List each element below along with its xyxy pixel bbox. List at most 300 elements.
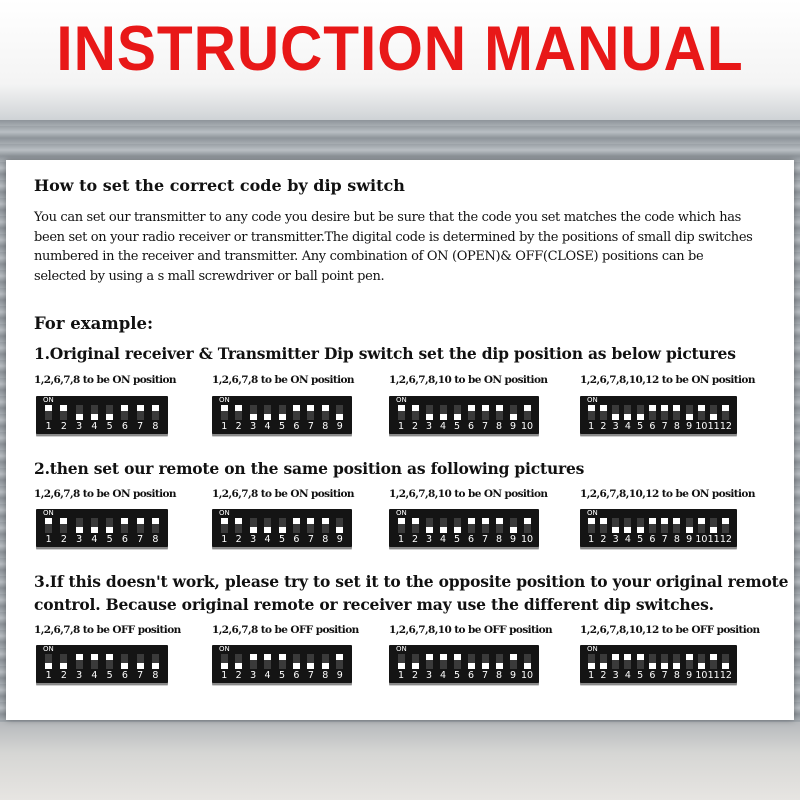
switch-slot [468,405,475,420]
switch-number: 1 [45,534,52,545]
switch-number: 6 [293,421,300,432]
switch-knob-down [510,414,517,420]
switch-slot [322,518,329,533]
dip-switch-10 [389,645,539,683]
switch-number: 1 [221,421,228,432]
switch-number: 9 [336,421,343,432]
switch-slot [510,405,517,420]
switch-knob-down [426,414,433,420]
switch-knob-down [673,663,680,669]
switch-knob-down [322,663,329,669]
on-label: ON [43,396,54,404]
switch-slot [121,518,128,533]
switch-knob-up [121,518,128,524]
switch-slot [279,518,286,533]
switch-caption: 1,2,6,7,8,10 to be ON position [389,374,548,386]
switch-slot [152,518,159,533]
switch-number: 6 [121,421,128,432]
switch-knob-up [412,518,419,524]
switch-slot [235,405,242,420]
switch-number: 7 [661,670,668,681]
switch-number: 6 [467,670,475,681]
switch-slot [661,518,668,533]
switch-slot [76,405,83,420]
switch-slot [588,654,595,669]
switch-number: 1 [588,670,595,681]
switch-slot [524,518,531,533]
switch-knob-down [398,663,405,669]
dip-switch-9 [212,645,352,683]
switch-slot [307,518,314,533]
switch-slot [426,405,433,420]
switch-slot [60,654,67,669]
switch-slot [482,405,489,420]
switch-slot [673,518,680,533]
switch-slot [722,405,729,420]
switch-knob-down [698,663,705,669]
switch-number: 11 [707,534,720,545]
switch-knob-down [264,527,271,533]
switch-slot [468,518,475,533]
switch-slot [612,654,619,669]
switch-slot [624,654,631,669]
paragraph-line: You can set our transmitter to any code you desire but be sure that the code you set matches the code which has [34,210,741,225]
switch-slot [661,654,668,669]
switch-number: 5 [106,534,113,545]
switch-knob-up [398,405,405,411]
switch-slot [482,518,489,533]
switch-number: 9 [686,670,693,681]
switch-slot [661,405,668,420]
switch-slot [600,518,607,533]
switch-slot [510,518,517,533]
switch-knob-down [235,663,242,669]
switch-slot [722,518,729,533]
switch-slot [235,518,242,533]
switch-knob-up [454,654,461,660]
switch-slot [624,518,631,533]
switch-knob-down [496,663,503,669]
switch-slot [137,518,144,533]
switch-number: 9 [509,534,517,545]
switch-knob-up [510,654,517,660]
on-label: ON [396,645,407,653]
switch-slot [137,654,144,669]
switch-slot [336,518,343,533]
switch-slot [673,405,680,420]
switch-knob-up [482,518,489,524]
switch-slot [293,518,300,533]
on-label: ON [43,645,54,653]
switch-knob-up [235,518,242,524]
switch-knob-down [307,663,314,669]
switch-number: 8 [495,534,503,545]
switch-number: 10 [520,534,534,545]
switch-caption: 1,2,6,7,8,10 to be OFF position [389,624,553,636]
switch-slot [106,405,113,420]
on-label: ON [43,509,54,517]
switch-slot [76,518,83,533]
switch-knob-down [510,527,517,533]
switch-caption: 1,2,6,7,8,10,12 to be OFF position [580,624,760,636]
section-title-line: control. Because original remote or receiver may use the different dip switches. [34,595,714,614]
switch-number: 4 [624,670,631,681]
switch-slot [293,405,300,420]
switch-knob-down [624,527,631,533]
switch-number: 2 [411,534,419,545]
switch-knob-up [152,518,159,524]
on-label: ON [396,509,407,517]
switch-number: 1 [397,670,405,681]
paragraph-line: been set on your radio receiver or transmitter.The digital code is determined by the positions of small dip switches [34,229,753,245]
switch-number: 5 [637,670,644,681]
switch-caption: 1,2,6,7,8 to be ON position [212,374,354,386]
switch-slot [76,654,83,669]
switch-slot [221,654,228,669]
switch-slot [121,405,128,420]
switch-caption: 1,2,6,7,8,10,12 to be ON position [580,374,755,386]
switch-number: 2 [411,421,419,432]
switch-number: 2 [600,670,607,681]
switch-knob-down [649,663,656,669]
switch-knob-up [322,518,329,524]
switch-knob-up [698,405,705,411]
switch-number: 12 [719,421,732,432]
switch-knob-up [221,518,228,524]
switch-number: 6 [293,670,300,681]
switch-slot [649,405,656,420]
switch-knob-up [250,654,257,660]
sheet-heading: How to set the correct code by dip switch [34,176,405,195]
switch-number: 5 [278,670,286,681]
switch-slot [264,654,271,669]
switch-number: 4 [264,670,271,681]
switch-number: 2 [235,534,242,545]
switch-number: 8 [673,421,680,432]
switch-knob-up [45,405,52,411]
switch-knob-up [588,518,595,524]
switch-knob-down [612,414,619,420]
switch-number: 7 [137,670,144,681]
switch-slot [322,654,329,669]
switch-slot [45,405,52,420]
switch-knob-up [293,518,300,524]
switch-knob-up [322,405,329,411]
switch-slot [412,654,419,669]
switch-knob-up [91,654,98,660]
switch-knob-down [710,414,717,420]
switch-knob-up [637,654,644,660]
switch-slot [454,654,461,669]
switch-number: 1 [588,534,595,545]
switch-knob-down [440,414,447,420]
switch-knob-up [496,518,503,524]
switch-number: 8 [673,670,680,681]
switch-slot [279,654,286,669]
switch-slot [137,405,144,420]
switch-knob-up [307,518,314,524]
switch-number: 9 [336,534,343,545]
switch-number: 3 [612,670,619,681]
switch-slot [398,518,405,533]
switch-knob-down [121,663,128,669]
switch-slot [686,654,693,669]
switch-slot [454,518,461,533]
switch-knob-up [76,654,83,660]
switch-number: 10 [695,670,708,681]
switch-slot [600,654,607,669]
switch-number: 5 [453,421,461,432]
switch-knob-up [710,654,717,660]
switch-knob-down [686,414,693,420]
switch-knob-up [307,405,314,411]
switch-number: 6 [649,534,656,545]
section-3-title [34,570,788,616]
switch-knob-down [412,663,419,669]
section-title-line: 2.then set our remote on the same position as following pictures [34,459,585,478]
switch-slot [91,518,98,533]
switch-number: 4 [439,421,447,432]
switch-number: 10 [520,670,534,681]
switch-slot [710,654,717,669]
switch-number: 2 [600,421,607,432]
dip-switch-8 [36,645,168,683]
switch-knob-up [698,518,705,524]
switch-number: 5 [453,534,461,545]
switch-knob-up [137,518,144,524]
switch-slot [264,518,271,533]
switch-number: 2 [411,670,419,681]
switch-number: 5 [637,421,644,432]
switch-knob-down [45,663,52,669]
dip-switch-8 [36,509,168,547]
switch-slot [482,654,489,669]
switch-knob-down [482,663,489,669]
switch-knob-down [264,414,271,420]
switch-slot [152,654,159,669]
switch-slot [440,654,447,669]
switch-knob-up [398,518,405,524]
switch-number: 5 [278,421,286,432]
switch-slot [336,405,343,420]
switch-number: 3 [76,421,83,432]
switch-slot [624,405,631,420]
switch-slot [612,405,619,420]
switch-slot [454,405,461,420]
switch-slot [496,518,503,533]
switch-number: 3 [250,534,257,545]
switch-slot [710,518,717,533]
switch-knob-up [152,405,159,411]
switch-knob-up [588,405,595,411]
switch-slot [686,405,693,420]
switch-knob-up [121,405,128,411]
switch-number: 7 [661,421,668,432]
switch-slot [91,654,98,669]
switch-slot [221,518,228,533]
switch-knob-up [45,518,52,524]
switch-slot [686,518,693,533]
switch-knob-up [221,405,228,411]
switch-slot [698,518,705,533]
switch-number: 12 [719,670,732,681]
switch-slot [637,518,644,533]
switch-number: 4 [439,534,447,545]
switch-slot [649,518,656,533]
switch-knob-up [624,654,631,660]
switch-knob-up [524,518,531,524]
switch-slot [293,654,300,669]
switch-knob-down [250,414,257,420]
switch-knob-up [137,405,144,411]
switch-caption: 1,2,6,7,8 to be ON position [34,374,176,386]
switch-knob-up [468,405,475,411]
switch-number: 3 [76,534,83,545]
switch-slot [336,654,343,669]
switch-knob-up [600,518,607,524]
switch-number: 8 [673,534,680,545]
background-bottom [0,722,800,800]
switch-number: 7 [307,421,314,432]
switch-number: 8 [322,670,329,681]
switch-knob-up [496,405,503,411]
switch-number: 7 [137,534,144,545]
switch-knob-up [686,654,693,660]
switch-number: 1 [397,534,405,545]
switch-knob-up [264,654,271,660]
switch-slot [250,654,257,669]
switch-slot [600,405,607,420]
switch-number: 8 [152,421,159,432]
switch-slot [106,518,113,533]
switch-knob-down [60,663,67,669]
switch-knob-down [454,414,461,420]
switch-caption: 1,2,6,7,8 to be OFF position [212,624,359,636]
switch-knob-up [426,654,433,660]
switch-knob-up [673,518,680,524]
switch-slot [612,518,619,533]
paragraph-line: numbered in the receiver and transmitter. Any combination of ON (OPEN)& OFF(CLOSE) positions can be [34,249,704,264]
switch-slot [412,518,419,533]
dip-switch-12 [580,396,737,434]
switch-knob-up [649,405,656,411]
switch-knob-down [106,527,113,533]
switch-knob-down [454,527,461,533]
switch-knob-up [60,405,67,411]
switch-slot [426,654,433,669]
switch-number: 4 [91,534,98,545]
switch-number: 8 [322,534,329,545]
switch-knob-down [440,527,447,533]
switch-number: 2 [235,670,242,681]
switch-slot [60,518,67,533]
switch-number: 3 [76,670,83,681]
switch-number: 1 [588,421,595,432]
switch-knob-up [722,518,729,524]
switch-number: 5 [106,670,113,681]
switch-slot [322,405,329,420]
switch-number: 7 [481,534,489,545]
switch-number: 3 [425,670,433,681]
switch-number: 4 [91,670,98,681]
switch-number: 9 [686,534,693,545]
switch-knob-down [137,663,144,669]
section-1-title [34,342,736,365]
switch-number: 10 [695,421,708,432]
switch-slot [152,405,159,420]
switch-number: 3 [250,670,257,681]
paragraph-line: selected by using a s mall screwdriver or ball point pen. [34,268,385,284]
section-title-line: 3.If this doesn't work, please try to set it to the opposite position to your original remote [34,572,789,591]
switch-number: 1 [397,421,405,432]
switch-caption: 1,2,6,7,8 to be ON position [212,488,354,500]
switch-slot [524,654,531,669]
switch-number: 9 [686,421,693,432]
switch-caption: 1,2,6,7,8 to be OFF position [34,624,181,636]
switch-number: 8 [495,670,503,681]
switch-number: 7 [481,421,489,432]
switch-number: 2 [60,670,67,681]
switch-knob-down [279,527,286,533]
switch-number: 3 [250,421,257,432]
switch-number: 2 [235,421,242,432]
on-label: ON [396,396,407,404]
switch-number: 6 [121,534,128,545]
switch-slot [250,518,257,533]
switch-slot [221,405,228,420]
switch-knob-down [426,527,433,533]
switch-slot [524,405,531,420]
switch-knob-down [152,663,159,669]
switch-number: 1 [45,670,52,681]
switch-knob-up [649,518,656,524]
switch-slot [412,405,419,420]
switch-slot [496,654,503,669]
switch-slot [264,405,271,420]
switch-knob-down [279,414,286,420]
switch-slot [250,405,257,420]
switch-number: 4 [439,670,447,681]
switch-slot [279,405,286,420]
switch-slot [398,654,405,669]
switch-slot [588,518,595,533]
switch-knob-down [637,527,644,533]
switch-slot [468,654,475,669]
switch-number: 2 [60,534,67,545]
dip-switch-10 [389,509,539,547]
switch-knob-down [91,414,98,420]
switch-knob-down [588,663,595,669]
switch-number: 6 [121,670,128,681]
switch-number: 4 [624,421,631,432]
instruction-sheet [6,160,794,720]
switch-number: 7 [481,670,489,681]
switch-slot [710,405,717,420]
switch-slot [588,405,595,420]
switch-slot [106,654,113,669]
switch-knob-up [106,654,113,660]
switch-knob-down [722,663,729,669]
switch-slot [440,405,447,420]
on-label: ON [219,396,230,404]
switch-knob-down [600,663,607,669]
switch-number: 7 [307,670,314,681]
instruction-paragraph [34,208,764,286]
switch-number: 7 [137,421,144,432]
switch-slot [440,518,447,533]
switch-caption: 1,2,6,7,8 to be ON position [34,488,176,500]
switch-number: 4 [264,421,271,432]
